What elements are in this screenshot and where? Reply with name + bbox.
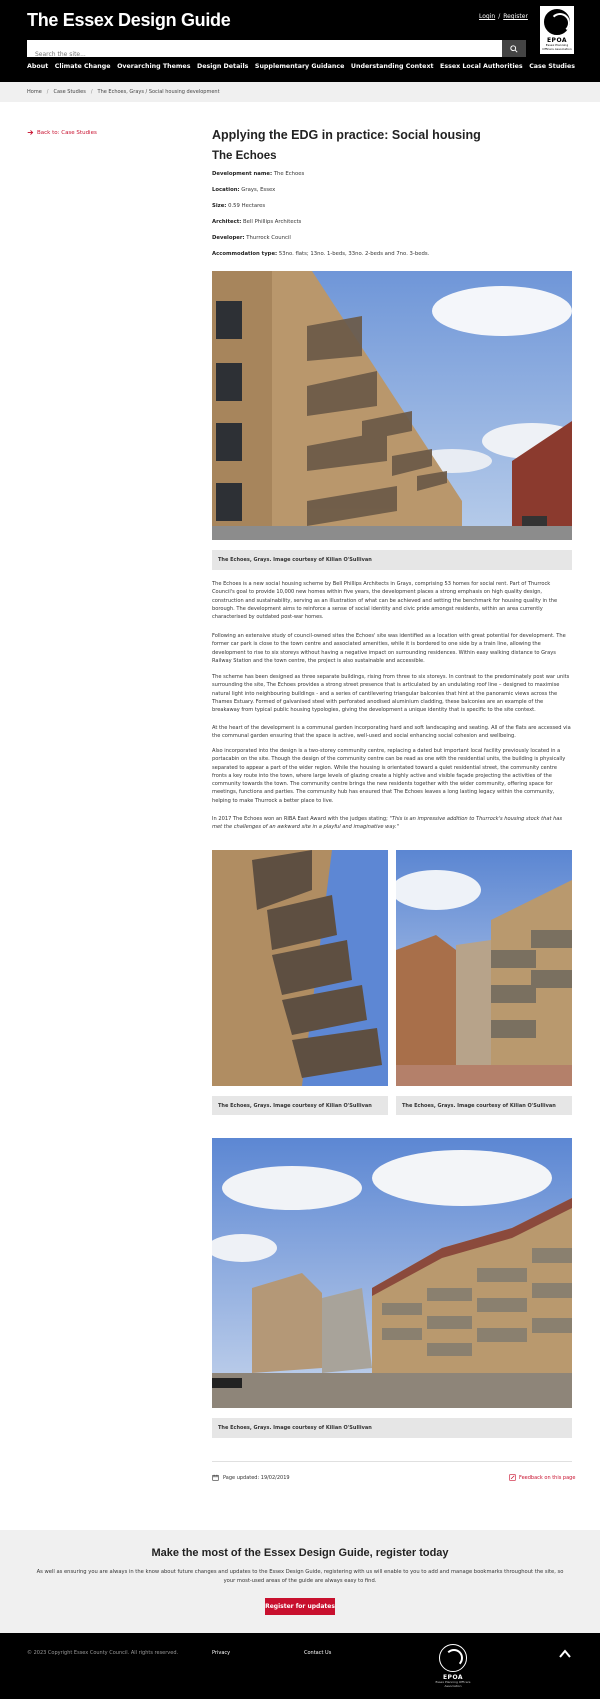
breadcrumb-separator: / xyxy=(46,89,49,95)
breadcrumb xyxy=(27,89,220,95)
calendar-icon xyxy=(212,1474,219,1481)
register-text: As well as ensuring you are always in the know about future changes and updates to the Essex Design Guide, registering with us will enable to you to add and manage bookmarks throughout the site, so your most-used areas of the guide are always easy to find. xyxy=(36,1569,564,1584)
meta-value: Grays, Essex xyxy=(241,187,276,193)
photo-caption: The Echoes, Grays. Image courtesy of Kilian O'Sullivan xyxy=(212,1418,572,1438)
meta-value: 0.59 Hectares xyxy=(228,203,266,209)
page-title: Applying the EDG in practice: Social housing xyxy=(212,128,481,142)
auth-separator: / xyxy=(498,13,501,20)
site-header xyxy=(0,0,600,82)
meta-value: Bell Phillips Architects xyxy=(243,219,302,225)
meta-accommodation xyxy=(212,251,429,257)
building-photo-2 xyxy=(212,850,388,1086)
page-updated-text: Page updated: 19/02/2019 xyxy=(223,1474,290,1481)
meta-size xyxy=(212,203,265,209)
register-button[interactable]: Register for updates xyxy=(265,1598,335,1615)
meta-label: Development name: xyxy=(212,171,273,177)
logo-icon xyxy=(543,8,571,36)
copyright: © 2023 Copyright Essex County Council. All rights reserved. xyxy=(27,1650,179,1656)
logo-text: EPOA xyxy=(546,37,568,44)
breadcrumb-separator: / xyxy=(90,89,93,95)
meta-label: Location: xyxy=(212,187,240,193)
back-link-label: Back to: Case Studies xyxy=(37,129,97,136)
award-text: In 2017 The Echoes won an RIBA East Award with the judges stating; xyxy=(212,816,390,822)
paragraph-3: The scheme has been designed as three separate buildings, rising from three to six storeys. In contrast to the predominately post war units surrounding the site, The Echoes provides a strong street presence that is articulated by an undulating roof line – designed to maximise natural light into neighbouring buildings - and a series of cantilevering triangular balconies that hint at the panoramic views across the Thames Estuary. Formed of galvanised steel with perforated anodised aluminium cladding, these balconies are an example of the breakaway from typical public housing typologies, giving the development a unique identity that is specific to the site context. xyxy=(212,674,570,714)
login-link[interactable]: Login xyxy=(479,13,496,20)
paragraph-award xyxy=(212,815,572,832)
photo-illustration xyxy=(212,850,388,1086)
meta-value: Thurrock Council xyxy=(246,235,291,241)
meta-development-name xyxy=(212,171,304,177)
footer-logo-subtitle: Essex Planning Officers Association xyxy=(435,1680,471,1688)
breadcrumb-bar xyxy=(0,82,600,102)
nav-design-details[interactable]: Design Details xyxy=(196,63,249,70)
site-footer xyxy=(0,1633,600,1699)
search-box xyxy=(27,40,502,57)
photo-illustration xyxy=(212,1138,572,1408)
nav-overarching-themes[interactable]: Overarching Themes xyxy=(117,63,191,70)
search-input[interactable] xyxy=(28,47,501,62)
nav-about[interactable]: About xyxy=(27,63,49,70)
nav-case-studies[interactable]: Case Studies xyxy=(529,63,575,70)
building-photo-1 xyxy=(212,271,572,540)
meta-location xyxy=(212,187,275,193)
register-band xyxy=(0,1530,600,1633)
edit-icon xyxy=(509,1474,516,1481)
back-to-top-icon[interactable] xyxy=(558,1648,572,1660)
meta-label: Size: xyxy=(212,203,227,209)
main-nav xyxy=(27,63,575,70)
meta-value: The Echoes xyxy=(273,171,305,177)
footer-logo-icon[interactable] xyxy=(439,1644,467,1672)
page-updated xyxy=(212,1474,290,1481)
nav-supplementary-guidance[interactable]: Supplementary Guidance xyxy=(254,63,345,70)
register-link[interactable]: Register xyxy=(503,13,528,20)
back-link[interactable] xyxy=(27,129,97,136)
feedback-label: Feedback on this page xyxy=(519,1474,576,1481)
breadcrumb-case-studies[interactable]: Case Studies xyxy=(53,89,86,95)
photo-caption: The Echoes, Grays. Image courtesy of Kilian O'Sullivan xyxy=(212,550,572,570)
paragraph-5: Also incorporated into the design is a two-storey community centre, replacing a dated but important local facility previously located in a portacabin on the site. Though the design of the community centre can be read as one with the residential units, the building is physically separated to appear a part of the wider region. While the housing is orientated toward a quiet residential street, the community centre fronts a key route into the town, where large levels of glazing create a highly active and visible façade projecting the activities of the community towards the town. The community centre brings the new residents together with the wider community, offering space for meetings, functions and parties. The community hub has ensured that The Echoes leaves a long lasting legacy within the community, helping to make Thurrock a better place to live. xyxy=(212,748,566,804)
meta-architect xyxy=(212,219,301,225)
auth-links xyxy=(479,13,528,20)
paragraph-4: At the heart of the development is a communal garden incorporating hard and soft landscaping and seating. All of the flats are accessed via the communal garden ensuring that the space is active, well-used and social enhancing social cohesion and wellbeing. xyxy=(212,725,571,740)
search-button[interactable] xyxy=(502,40,526,57)
breadcrumb-current: The Echoes, Grays / Social housing development xyxy=(97,89,220,95)
meta-label: Architect: xyxy=(212,219,242,225)
register-title: Make the most of the Essex Design Guide, register today xyxy=(151,1547,449,1559)
meta-developer xyxy=(212,235,291,241)
page-subtitle: The Echoes xyxy=(212,150,277,162)
epoa-logo[interactable] xyxy=(540,6,574,54)
nav-climate-change[interactable]: Climate Change xyxy=(54,63,111,70)
building-photo-4 xyxy=(212,1138,572,1408)
logo-subtitle: Essex Planning Officers Association xyxy=(542,43,572,51)
nav-essex-local-authorities[interactable]: Essex Local Authorities xyxy=(440,63,523,70)
building-photo-3 xyxy=(396,850,572,1086)
nav-understanding-context[interactable]: Understanding Context xyxy=(350,63,434,70)
contact-link[interactable]: Contact Us xyxy=(304,1650,332,1656)
meta-label: Developer: xyxy=(212,235,245,241)
search-icon xyxy=(510,45,518,53)
photo-caption: The Echoes, Grays. Image courtesy of Kilian O'Sullivan xyxy=(212,1096,388,1115)
footer-logo-text: EPOA xyxy=(442,1674,464,1681)
arrow-right-icon xyxy=(27,129,34,136)
meta-label: Accommodation type: xyxy=(212,251,278,257)
privacy-link[interactable]: Privacy xyxy=(212,1650,231,1656)
breadcrumb-home[interactable]: Home xyxy=(27,89,42,95)
site-title[interactable]: The Essex Design Guide xyxy=(27,10,231,30)
award-quote: "This is an impressive addition to Thurrock's housing stock that has met the challenges of an awkward site in a playful and imaginative way." xyxy=(212,816,563,831)
paragraph-2: Following an extensive study of council-owned sites the Echoes' site was identified as a location with great potential for development. The former car park is close to the town centre and associated amenities, while it is bordered to one side by a train line, allowing the development to rise to six storeys without having a negative impact on surrounding residences. Within easy walking distance to Grays Railway Station and the town centre, the project is also sustainable and accessible. xyxy=(212,633,566,664)
photo-illustration xyxy=(212,271,572,540)
photo-caption: The Echoes, Grays. Image courtesy of Kilian O'Sullivan xyxy=(396,1096,572,1115)
meta-value: 53no. flats; 13no. 1-beds, 33no. 2-beds and 7no. 3-beds. xyxy=(278,251,430,257)
divider xyxy=(212,1461,572,1462)
photo-illustration xyxy=(396,850,572,1086)
paragraph-1: The Echoes is a new social housing scheme by Bell Phillips Architects in Grays, comprising 53 homes for social rent. Part of Thurrock Council's goal to provide 10,000 new homes within five years, the development places a strong emphasis on high quality design, construction and sustainability, serving as an illustration of what can be achieved and setting the benchmark for housing quality in the borough. The development aims to reinforce a sense of social identity and civic pride amongst residents, within an area currently characterised by outdated post-war homes. xyxy=(212,581,558,621)
feedback-link[interactable] xyxy=(509,1474,575,1481)
